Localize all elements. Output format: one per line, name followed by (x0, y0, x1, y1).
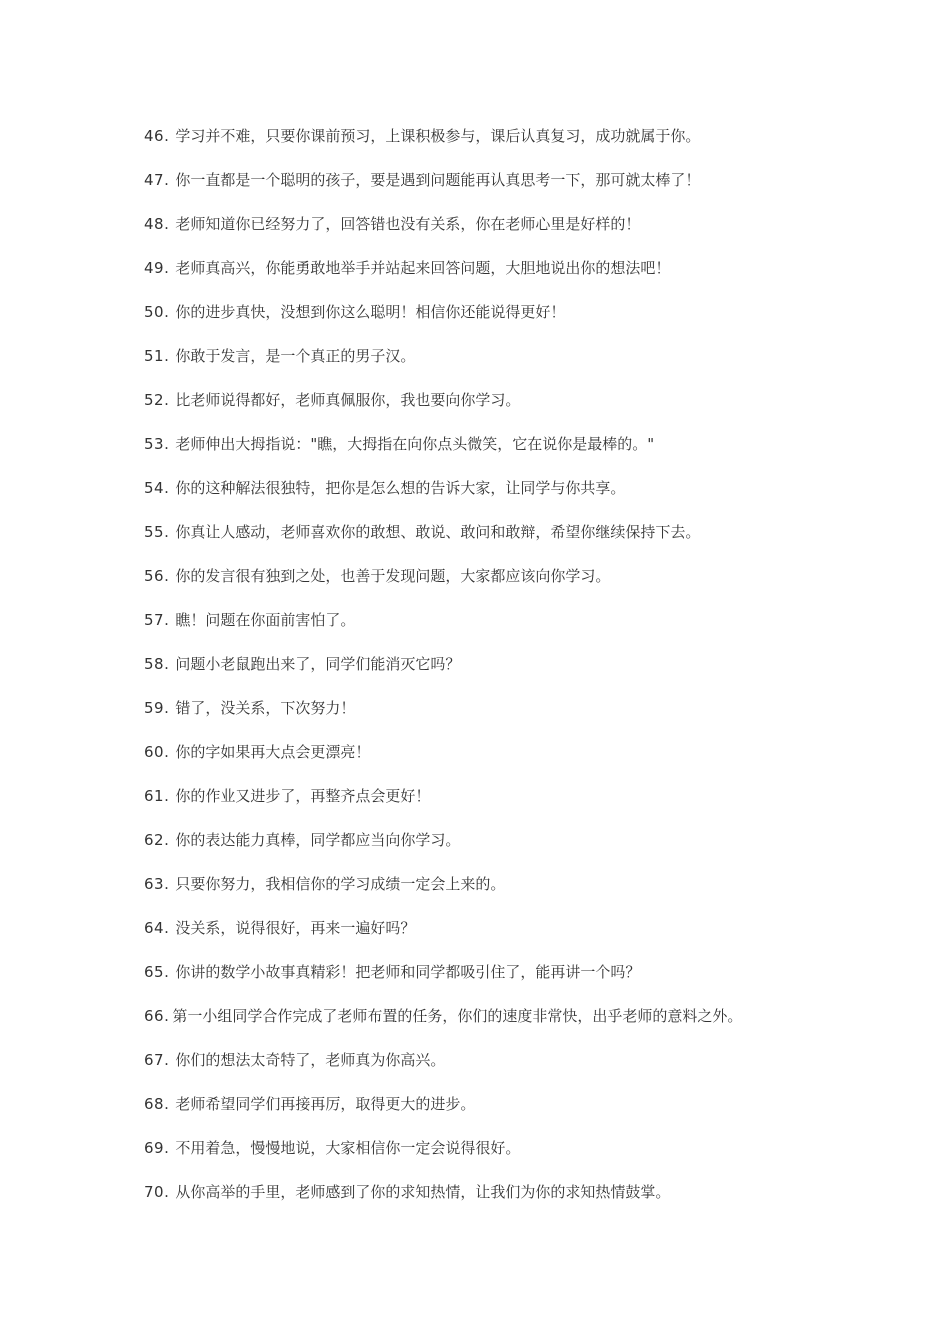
list-item (144, 1136, 924, 1180)
item-number: 57. (144, 611, 170, 629)
item-text: 问题小老鼠跑出来了，同学们能消灭它吗？ (175, 655, 461, 673)
list-item (144, 520, 924, 564)
item-text: 瞧！问题在你面前害怕了。 (175, 611, 356, 629)
item-text: 你们的想法太奇特了，老师真为你高兴。 (175, 1051, 446, 1069)
item-text: 你的表达能力真棒，同学都应当向你学习。 (175, 831, 461, 849)
item-number: 56. (144, 567, 170, 585)
item-text: 你的发言很有独到之处，也善于发现问题，大家都应该向你学习。 (175, 567, 611, 585)
list-item (144, 300, 924, 344)
item-number: 49. (144, 259, 170, 277)
item-number: 69. (144, 1139, 170, 1157)
item-number: 54. (144, 479, 170, 497)
list-item (144, 1048, 924, 1092)
item-number: 70. (144, 1183, 170, 1201)
item-number: 55. (144, 523, 170, 541)
item-text: 你一直都是一个聪明的孩子，要是遇到问题能再认真思考一下，那可就太棒了！ (175, 171, 701, 189)
item-number: 60. (144, 743, 170, 761)
list-item (144, 124, 924, 168)
item-number: 53. (144, 435, 170, 453)
list-item (144, 608, 924, 652)
item-text: 老师希望同学们再接再厉，取得更大的进步。 (175, 1095, 476, 1113)
item-text: 错了，没关系，下次努力！ (175, 699, 356, 717)
item-number: 47. (144, 171, 170, 189)
item-number: 51. (144, 347, 170, 365)
list-item (144, 960, 924, 1004)
item-text: 从你高举的手里，老师感到了你的求知热情，让我们为你的求知热情鼓掌。 (175, 1183, 671, 1201)
item-number: 62. (144, 831, 170, 849)
item-number: 67. (144, 1051, 170, 1069)
item-number: 65. (144, 963, 170, 981)
list-item (144, 652, 924, 696)
item-text: 学习并不难，只要你课前预习，上课积极参与，课后认真复习，成功就属于你。 (175, 127, 701, 145)
item-number: 48. (144, 215, 170, 233)
list-item (144, 696, 924, 740)
list-item (144, 784, 924, 828)
list-item (144, 828, 924, 872)
item-number: 61. (144, 787, 170, 805)
list-item (144, 432, 924, 476)
item-number: 66. (144, 1007, 170, 1025)
item-number: 58. (144, 655, 170, 673)
list-item (144, 1180, 924, 1224)
list-item (144, 1092, 924, 1136)
item-text: 第一小组同学合作完成了老师布置的任务，你们的速度非常快，出乎老师的意料之外。 (172, 1007, 743, 1025)
list-item (144, 564, 924, 608)
item-text: 你的作业又进步了，再整齐点会更好！ (175, 787, 431, 805)
list-item (144, 1004, 924, 1048)
item-text: 老师伸出大拇指说："瞧，大拇指在向你点头微笑，它在说你是最棒的。" (175, 435, 655, 453)
item-number: 68. (144, 1095, 170, 1113)
list-item (144, 256, 924, 300)
item-number: 46. (144, 127, 170, 145)
item-text: 老师知道你已经努力了，回答错也没有关系，你在老师心里是好样的！ (175, 215, 641, 233)
list-item (144, 872, 924, 916)
item-text: 你的进步真快，没想到你这么聪明！相信你还能说得更好！ (175, 303, 566, 321)
list-item (144, 388, 924, 432)
item-text: 不用着急，慢慢地说，大家相信你一定会说得很好。 (175, 1139, 521, 1157)
item-number: 59. (144, 699, 170, 717)
item-text: 只要你努力，我相信你的学习成绩一定会上来的。 (175, 875, 506, 893)
item-text: 你的字如果再大点会更漂亮！ (175, 743, 371, 761)
item-number: 63. (144, 875, 170, 893)
list-item (144, 916, 924, 960)
list-item (144, 168, 924, 212)
item-number: 50. (144, 303, 170, 321)
item-text: 没关系，说得很好，再来一遍好吗？ (175, 919, 416, 937)
item-text: 比老师说得都好，老师真佩服你，我也要向你学习。 (175, 391, 521, 409)
numbered-list (144, 124, 924, 1224)
item-text: 你真让人感动，老师喜欢你的敢想、敢说、敢问和敢辩，希望你继续保持下去。 (175, 523, 701, 541)
item-text: 你敢于发言，是一个真正的男子汉。 (175, 347, 416, 365)
item-number: 64. (144, 919, 170, 937)
item-text: 你的这种解法很独特，把你是怎么想的告诉大家，让同学与你共享。 (175, 479, 626, 497)
list-item (144, 740, 924, 784)
list-item (144, 344, 924, 388)
list-item (144, 476, 924, 520)
item-text: 你讲的数学小故事真精彩！把老师和同学都吸引住了，能再讲一个吗？ (175, 963, 641, 981)
item-number: 52. (144, 391, 170, 409)
item-text: 老师真高兴，你能勇敢地举手并站起来回答问题，大胆地说出你的想法吧！ (175, 259, 671, 277)
list-item (144, 212, 924, 256)
